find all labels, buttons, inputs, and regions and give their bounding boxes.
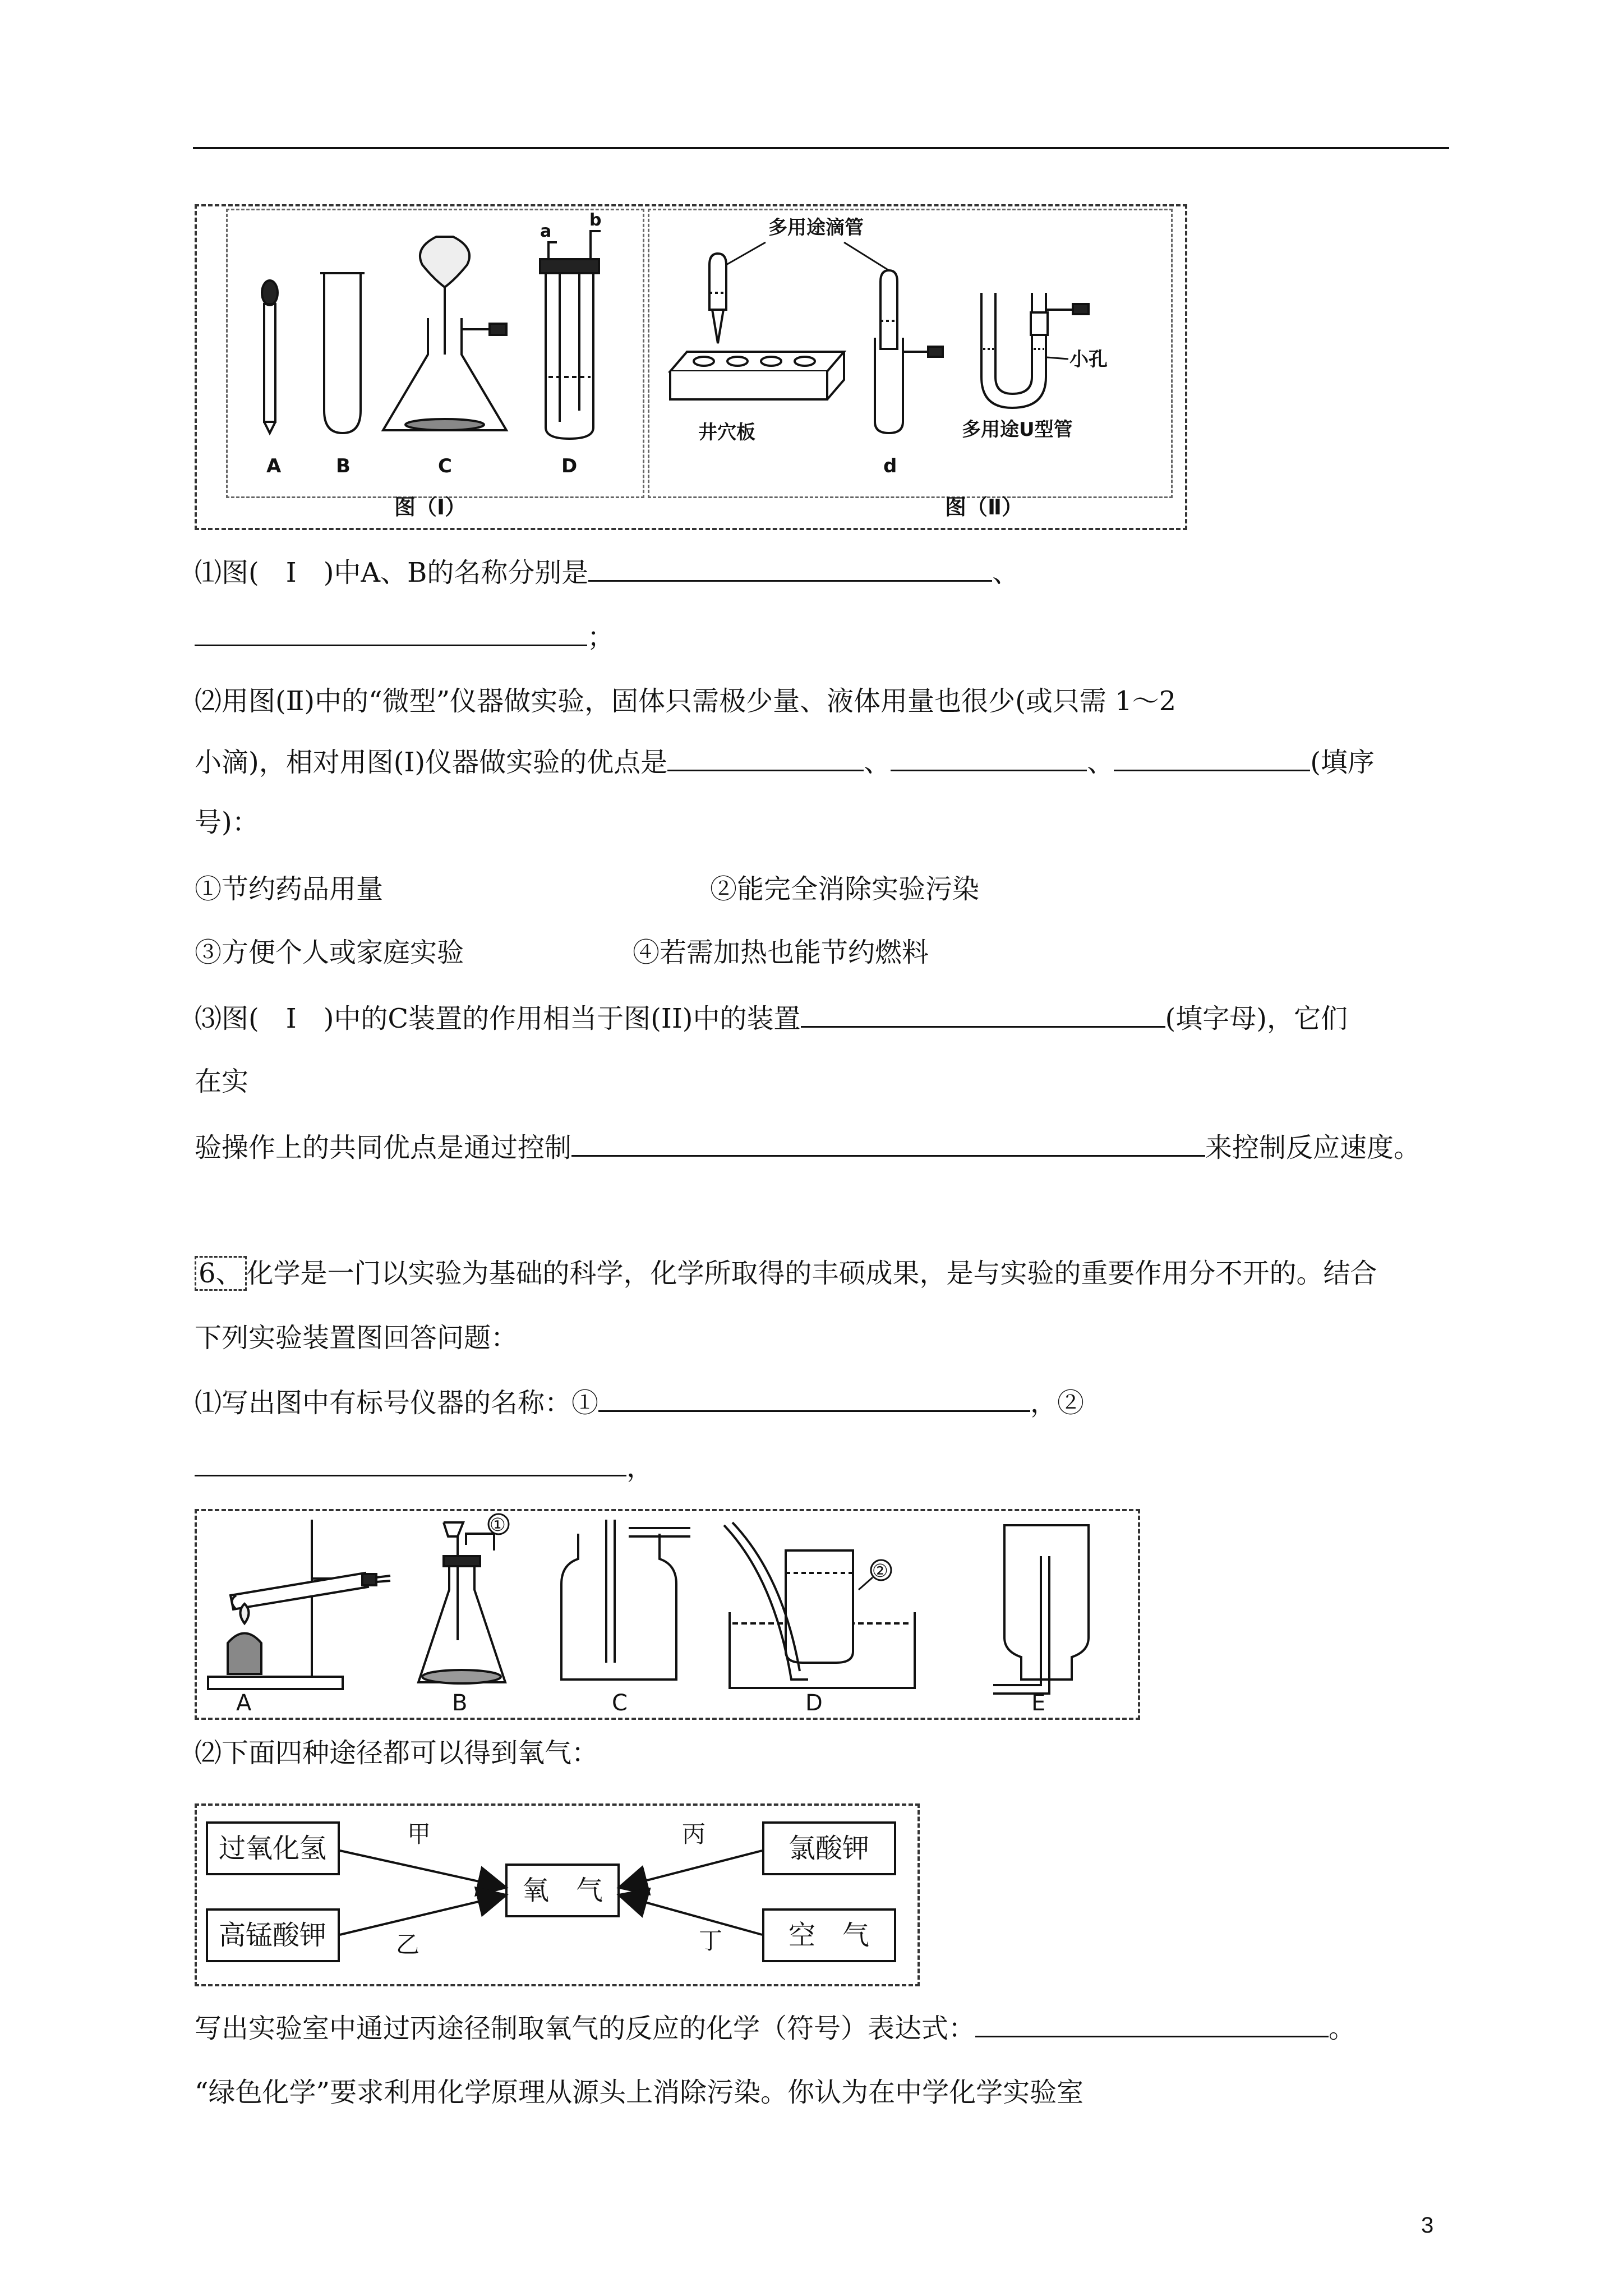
apparatus-label-A: A [236, 1690, 252, 1713]
figure-2-caption: 图（Ⅱ） [945, 495, 1023, 519]
text-oxygen: 氧 气 [522, 1875, 603, 1906]
q5-option-1: ①节约药品用量 [195, 873, 384, 905]
q5-part2-line2 [195, 745, 1375, 779]
q5-part3-start: ⑶图( Ⅰ )中的C装置的作用相当于图(II)中的装置 [195, 1003, 801, 1034]
label-yi: 乙 [396, 1931, 420, 1958]
q5-part3-l3-start: 验操作上的共同优点是通过控制 [195, 1132, 572, 1163]
q5-option-4: ④若需加热也能节约燃料 [633, 937, 929, 968]
text-air: 空 气 [788, 1920, 870, 1951]
apparatus-label-C: C [612, 1690, 628, 1713]
q6-part4-line: “绿色化学”要求利用化学原理从源头上消除污染。你认为在中学化学实验室 [195, 2077, 1084, 2108]
q5-part1-text: ⑴图( Ⅰ )中A、B的名称分别是 [195, 557, 589, 588]
page-number: 3 [1421, 2213, 1434, 2238]
hole-label: 小孔 [1069, 348, 1108, 371]
q5-device-blank[interactable] [801, 1001, 1165, 1028]
figure-1-apparatus [226, 209, 641, 523]
q5-control-blank[interactable] [571, 1130, 1205, 1157]
arrow-jia [340, 1851, 504, 1887]
apparatus-B-icon [418, 1522, 505, 1683]
label-B: B [336, 455, 351, 477]
q6-instrument-blank-2[interactable] [195, 1450, 626, 1476]
apparatus-C-icon [561, 1520, 690, 1680]
figure-2-apparatus [648, 209, 1169, 523]
tube-d-label: d [883, 455, 897, 477]
apparatus-E-icon [993, 1525, 1089, 1694]
q6-apparatus-figure [197, 1511, 1133, 1713]
q5-part2-sep2: 、 [1087, 747, 1114, 778]
dropper-A-icon [262, 280, 278, 433]
arrow-yi [340, 1895, 504, 1935]
q5-part3-l3-tail: 来控制反应速度。 [1205, 1132, 1421, 1163]
q6-instrument-blank-1[interactable] [598, 1386, 1030, 1412]
q6-intro-line1 [195, 1257, 1377, 1290]
well-plate-label: 井穴板 [698, 421, 755, 444]
label-A: A [266, 455, 282, 477]
q6-number: 6、 [195, 1256, 247, 1291]
q6-part2-line: ⑵下面四种途径都可以得到氧气： [195, 1737, 599, 1769]
q6-intro-line2: 下列实验装置图回答问题： [195, 1322, 518, 1354]
u-tube-label: 多用途U型管 [962, 418, 1073, 441]
q5-adv-blank-2[interactable] [891, 745, 1087, 771]
label-ding: 丁 [699, 1927, 723, 1954]
label-a: a [540, 222, 552, 241]
q5-part1-line [195, 555, 1019, 590]
q5-part1-sep: 、 [992, 557, 1020, 588]
text-potassium-permanganate: 高锰酸钾 [218, 1920, 327, 1951]
q5-part2-tail: (填序 [1310, 747, 1375, 778]
test-tube-B-icon [320, 273, 365, 433]
q5-option-2: ②能完全消除实验污染 [710, 873, 980, 905]
q5-answer-blank-A[interactable] [588, 555, 992, 582]
label-C: C [438, 455, 452, 477]
q5-option-3: ③方便个人或家庭实验 [195, 937, 464, 968]
q6-part1-end: ， [626, 1452, 654, 1483]
circle-1-label: ① [490, 1514, 506, 1535]
label-D: D [561, 455, 578, 477]
q6-part3-end: 。 [1329, 2013, 1356, 2044]
q6-part1-text: ⑴写出图中有标号仪器的名称：① [195, 1387, 599, 1419]
q5-adv-blank-3[interactable] [1114, 745, 1310, 771]
q6-part1-mid: ，② [1030, 1387, 1085, 1419]
q5-answer-blank-B[interactable] [195, 620, 587, 646]
q5-adv-blank-1[interactable] [667, 745, 864, 771]
arrow-ding [621, 1895, 762, 1935]
well-plate-icon [670, 352, 844, 399]
q5-part2-sep1: 、 [864, 747, 891, 778]
figure-1-caption: 图（Ⅰ） [394, 495, 467, 519]
arrow-bing [621, 1851, 762, 1887]
q6-part1-line2 [195, 1450, 653, 1484]
dropper-icon [709, 254, 726, 343]
label-b: b [589, 210, 602, 230]
dropper-label: 多用途滴管 [768, 217, 864, 239]
text-hydrogen-peroxide: 过氧化氢 [218, 1833, 327, 1864]
q5-part2-line1: ⑵用图(Ⅱ)中的“微型”仪器做实验，固体只需极少量、液体用量也很少(或只需 1～2 [195, 685, 1177, 717]
q6-intro1: 化学是一门以实验为基础的科学，化学所取得的丰硕成果，是与实验的重要作用分不开的。结合 [246, 1258, 1377, 1289]
header-rule [193, 147, 1449, 149]
apparatus-label-B: B [452, 1690, 468, 1713]
label-bing: 丙 [682, 1820, 706, 1848]
q6-part1-line [195, 1386, 1084, 1420]
q6-equation-blank[interactable] [975, 2011, 1329, 2037]
q5-part1-end: ； [587, 622, 615, 653]
tube-D-icon [540, 231, 601, 439]
apparatus-A-icon [208, 1520, 390, 1689]
apparatus-label-D: D [805, 1690, 823, 1713]
circle-2-label: ② [872, 1560, 888, 1581]
flask-funnel-C-icon [383, 237, 506, 430]
label-jia: 甲 [407, 1820, 431, 1848]
q5-part3-line2: 在实 [195, 1066, 249, 1097]
text-potassium-chlorate: 氯酸钾 [788, 1833, 870, 1864]
q5-part3-line1 [195, 1001, 1348, 1036]
q5-part2-line3: 号)： [195, 807, 259, 838]
oxygen-pathways-diagram [197, 1806, 915, 1981]
q6-part3-line [195, 2011, 1355, 2045]
apparatus-D-icon [724, 1522, 915, 1688]
tube-d-icon [875, 270, 943, 433]
q5-part1-line2 [195, 620, 614, 654]
q5-part3-line3 [195, 1130, 1421, 1165]
q5-part3-tail: (填字母)，它们 [1165, 1003, 1348, 1034]
q5-part2-start: 小滴)，相对用图(Ⅰ)仪器做实验的优点是 [195, 747, 668, 778]
apparatus-label-E: E [1031, 1690, 1046, 1713]
q6-part3-text: 写出实验室中通过丙途径制取氧气的反应的化学（符号）表达式： [195, 2013, 976, 2044]
